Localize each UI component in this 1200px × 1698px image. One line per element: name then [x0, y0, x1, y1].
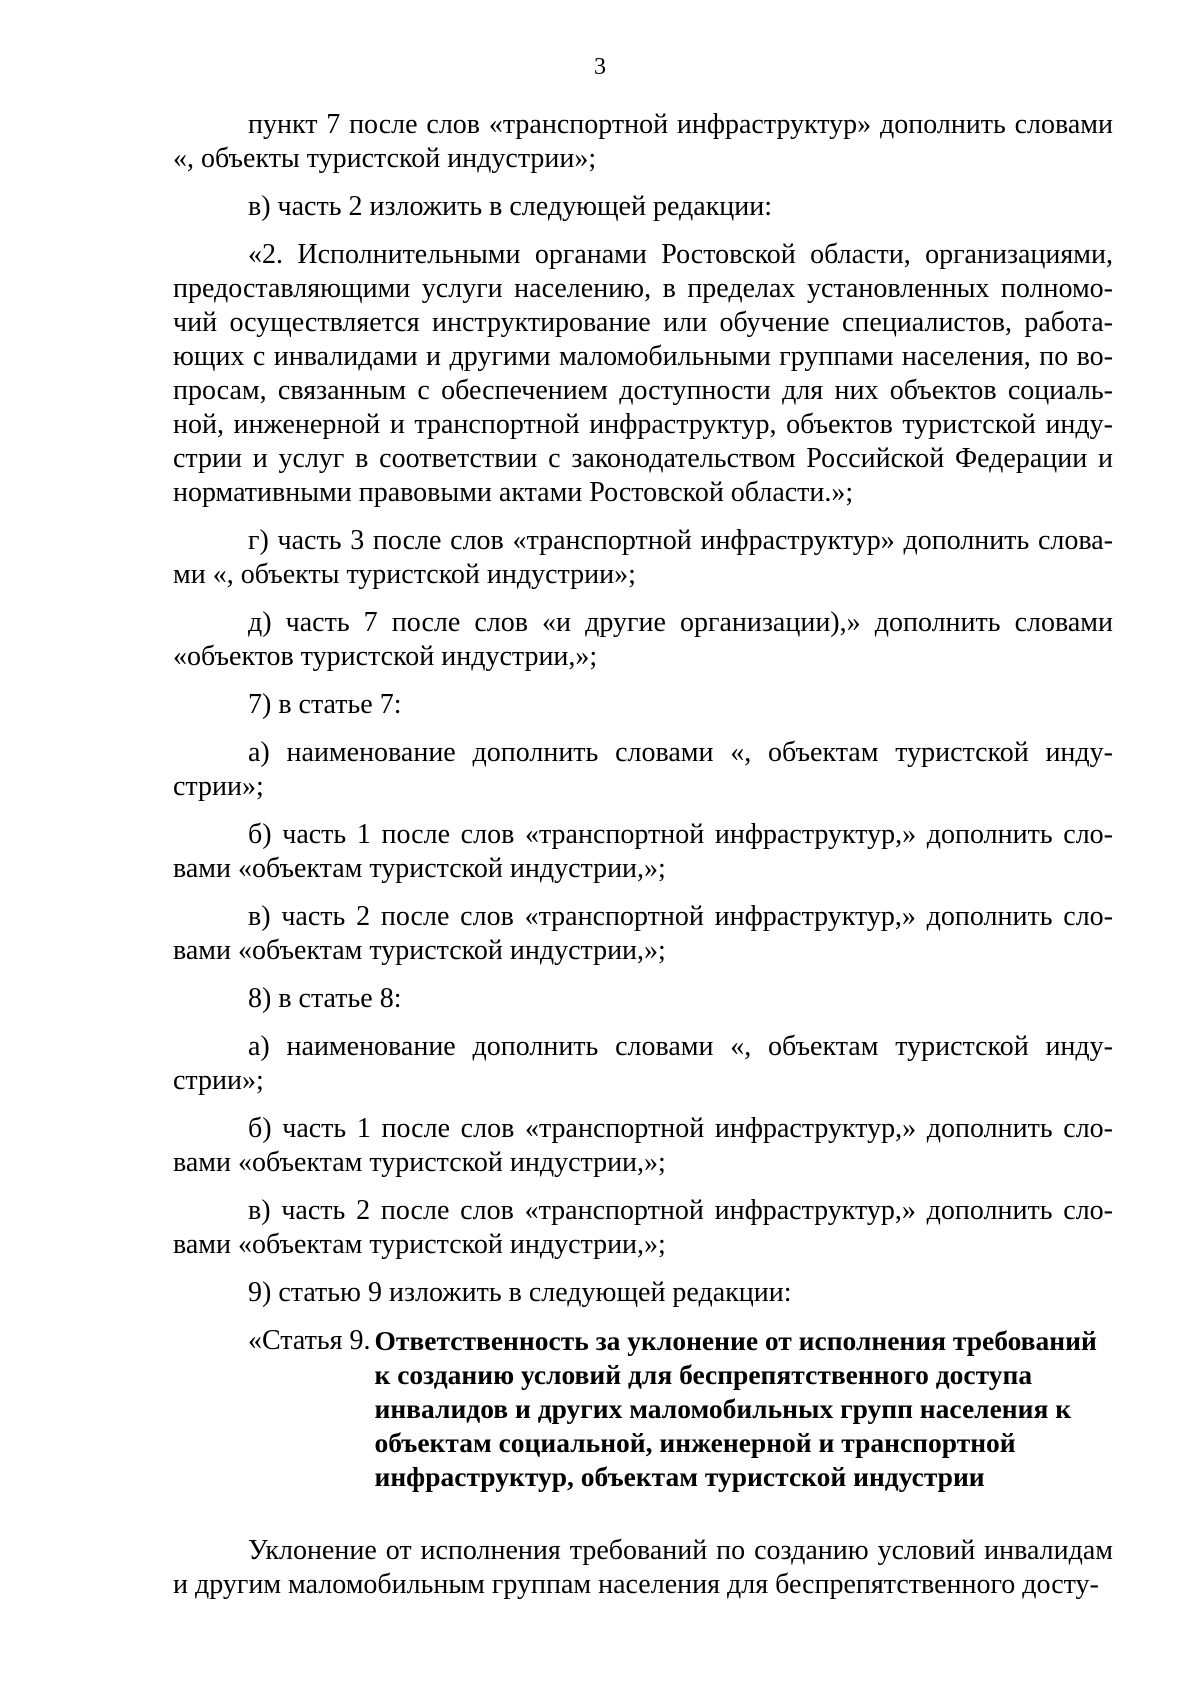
paragraph: в) часть 2 после слов «транспортной инфраструктур,» дополнить словами «объектам туристской индустрии,»; [173, 901, 1113, 966]
paragraph: в) часть 2 изложить в следующей редакции: [248, 191, 773, 222]
paragraph: 7) в статье 7: [248, 689, 402, 720]
article-title: Ответственность за уклонение от исполнения требований к созданию условий для беспрепятственного доступа инвалидов и других маломобильных групп населения к объектам социальной, инженерной и транспортной инфраструктур, объектам туристской индустрии [374, 1325, 1097, 1492]
paragraph: а) наименование дополнить словами «, объектам туристской индустрии»; [173, 1031, 1113, 1096]
paragraph: г) часть 3 после слов «транспортной инфраструктур» дополнить словами «, объекты туристской индустрии»; [173, 525, 1113, 590]
document-body [173, 108, 1113, 1616]
paragraph: б) часть 1 после слов «транспортной инфраструктур,» дополнить словами «объектам туристской индустрии,»; [173, 819, 1113, 884]
paragraph: 8) в статье 8: [248, 983, 402, 1014]
paragraph: д) часть 7 после слов «и другие организации),» дополнить словами «объектов туристской индустрии,»; [173, 607, 1113, 672]
article-label: «Статья 9. [248, 1325, 371, 1356]
paragraph: «2. Исполнительными органами Ростовской области, организациями, предоставляющими услуги населению, в пределах установленных полномочий осуществляется инструктирование или обучение специалистов, работающих с инвалидами и другими маломобильными группами населения, по вопросам, связанным с обеспечением доступности для них объектов социальной, инженерной и транспортной инфраструктур, объектов туристской индустрии и услуг в соответствии с законодательством Российской Федерации и нормативными правовыми актами Ростовской области.»; [173, 239, 1113, 508]
paragraph: в) часть 2 после слов «транспортной инфраструктур,» дополнить словами «объектам туристской индустрии,»; [173, 1195, 1113, 1260]
article-heading [173, 1324, 1113, 1494]
article-body: Уклонение от исполнения требований по созданию условий инвалидам и другим маломобильным группам населения для беспрепятственного досту- [173, 1535, 1113, 1600]
page-number: 3 [594, 54, 606, 80]
paragraph: 9) статью 9 изложить в следующей редакции: [248, 1277, 792, 1308]
paragraph: пункт 7 после слов «транспортной инфраструктур» дополнить словами «, объекты туристской индустрии»; [173, 109, 1113, 174]
paragraph: а) наименование дополнить словами «, объектам туристской индустрии»; [173, 737, 1113, 802]
paragraph: б) часть 1 после слов «транспортной инфраструктур,» дополнить словами «объектам туристской индустрии,»; [173, 1113, 1113, 1178]
